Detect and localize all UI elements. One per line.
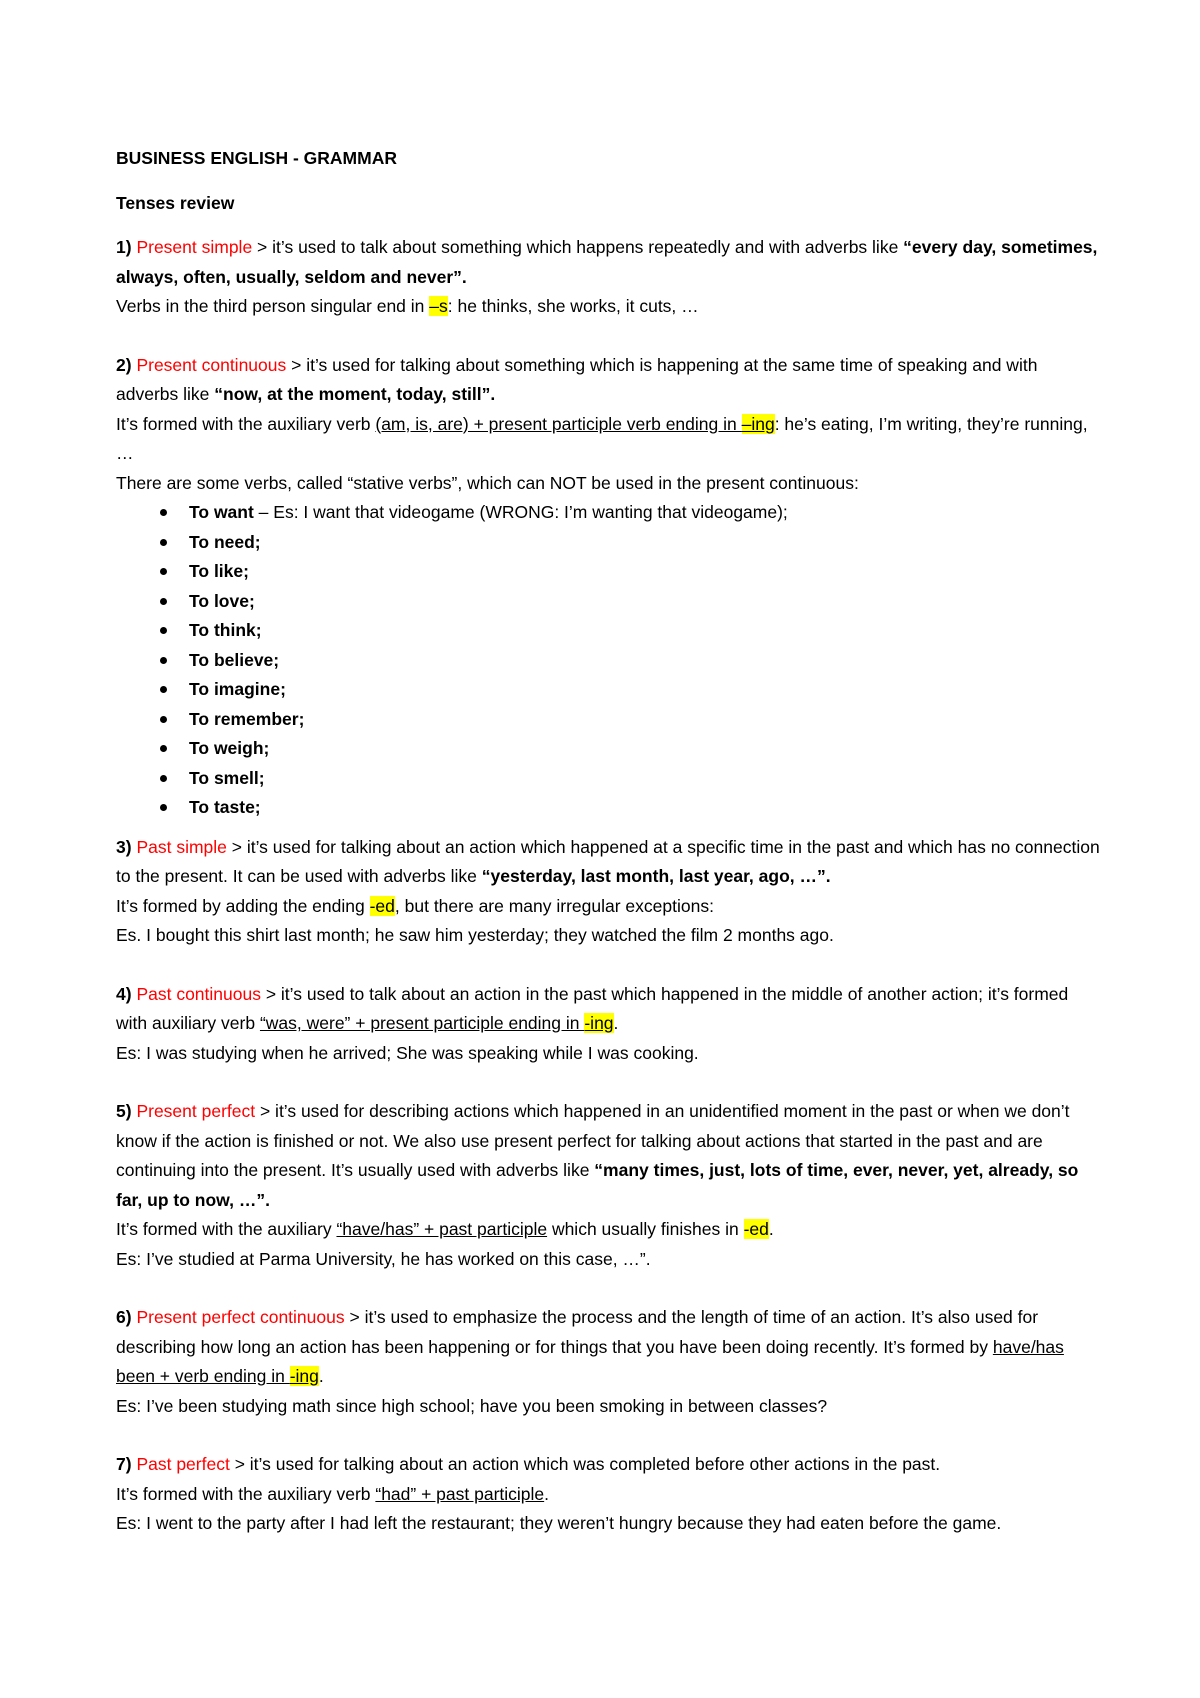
list-item: To remember; (189, 705, 1100, 735)
highlighted-ending: –s (429, 296, 448, 316)
list-item: To taste; (189, 793, 1100, 823)
section-number: 7) (116, 1454, 132, 1474)
tense-description: > it’s used to talk about an action in the past which happened in the middle of another action; it’s formed with auxiliary verb (116, 983, 1069, 1033)
tense-name: Present perfect continuous (136, 1307, 345, 1327)
section-number: 1) (116, 237, 132, 257)
list-item: To think; (189, 616, 1100, 646)
verb-example: – Es: I want that videogame (WRONG: I’m wanting that videogame); (253, 502, 788, 522)
tense-description: > it’s used to emphasize the process and the length of time of an action. It’s also used for describing how long an action has been happening or for things that you have been doing recently. It’s formed by (116, 1307, 1039, 1357)
tense-description: > it’s used for talking about an action which was completed before other actions in the past. (229, 1454, 941, 1474)
formula: “had” + past participle (375, 1483, 545, 1504)
section-past-simple (116, 833, 1100, 951)
punctuation: . (768, 1219, 774, 1239)
tense-description: > it’s used to talk about something which happens repeatedly and with adverbs like (252, 237, 904, 257)
list-item: To weigh; (189, 734, 1100, 764)
tense-name: Present continuous (136, 354, 287, 375)
example-sentence: Es: I’ve studied at Parma University, he has worked on this case, …”. (116, 1248, 651, 1269)
section-text (116, 980, 1100, 1039)
tense-description: > it’s used for talking about an action which happened at a specific time in the past and which has no connection to the present. It can be used with adverbs like (116, 836, 1100, 886)
list-item: To need; (189, 528, 1100, 558)
rule-examples: : he thinks, she works, it cuts, … (447, 296, 699, 316)
adverbs-list: “yesterday, last month, last year, ago, …”. (481, 866, 831, 886)
punctuation: . (544, 1483, 550, 1504)
highlighted-ending: -ed (743, 1219, 769, 1239)
tense-name: Present simple (136, 237, 253, 257)
section-text (116, 351, 1100, 410)
rule-text: It’s formed with the auxiliary verb (116, 413, 376, 434)
formula: “have/has” + past participle (336, 1219, 548, 1239)
highlighted-ending: -ing (289, 1366, 319, 1386)
section-number: 4) (116, 983, 132, 1004)
example-sentence: Es: I’ve been studying math since high school; have you been smoking in between classes? (116, 1395, 828, 1416)
formation-rule (116, 410, 1100, 469)
adverbs-list: “now, at the moment, today, still”. (214, 384, 496, 404)
section-text (116, 833, 1100, 892)
section-present-simple (116, 233, 1100, 322)
rule-examples: : he’s eating, I’m writing, they’re running, … (116, 413, 1088, 463)
example-sentence: Es: I was studying when he arrived; She was speaking while I was cooking. (116, 1042, 699, 1063)
tense-description: > it’s used for talking about something which is happening at the same time of speaking and with adverbs like (116, 354, 1038, 404)
section-present-perfect-continuous (116, 1303, 1100, 1421)
highlighted-ending: -ing (584, 1013, 614, 1033)
formation-rule (116, 292, 1100, 322)
verb: To want (189, 502, 254, 522)
stative-verbs-list (116, 498, 1100, 823)
formula: “was, were” + present participle ending in (259, 1013, 585, 1033)
section-text (116, 1303, 1100, 1392)
list-item (189, 498, 1100, 528)
document-subtitle: Tenses review (116, 192, 235, 213)
tense-name: Past continuous (136, 983, 261, 1004)
formula: have/has been + verb ending in (116, 1336, 1064, 1386)
rule-text: It’s formed with the auxiliary (116, 1219, 337, 1239)
section-number: 6) (116, 1307, 132, 1327)
section-text (116, 233, 1100, 292)
section-present-continuous (116, 351, 1100, 823)
example-sentence: Es: I went to the party after I had left the restaurant; they weren’t hungry because they had eaten before the game. (116, 1513, 1002, 1533)
list-item: To believe; (189, 646, 1100, 676)
section-number: 2) (116, 354, 132, 375)
document-title: BUSINESS ENGLISH - GRAMMAR (116, 148, 397, 168)
rule-text: It’s formed with the auxiliary verb (116, 1483, 376, 1504)
adverbs-list: “many times, just, lots of time, ever, never, yet, already, so far, up to now, …”. (116, 1160, 1079, 1210)
tense-name: Past simple (136, 836, 227, 857)
punctuation: . (613, 1013, 619, 1033)
section-number: 5) (116, 1101, 132, 1121)
highlighted-ending: –ing (741, 413, 775, 434)
tense-name: Past perfect (136, 1454, 230, 1474)
rule-text: which usually finishes in (547, 1219, 744, 1239)
rule-note: , but there are many irregular exceptions: (394, 895, 714, 916)
section-number: 3) (116, 836, 132, 857)
punctuation: . (318, 1366, 324, 1386)
rule-text: Verbs in the third person singular end in (116, 296, 430, 316)
section-present-perfect (116, 1097, 1100, 1274)
example-sentence: Es. I bought this shirt last month; he saw him yesterday; they watched the film 2 months ago. (116, 925, 834, 945)
section-past-continuous (116, 980, 1100, 1069)
formula: (am, is, are) + present participle verb ending in (375, 413, 742, 434)
highlighted-ending: -ed (369, 895, 395, 916)
section-text (116, 1450, 1100, 1480)
stative-intro: There are some verbs, called “stative verbs”, which can NOT be used in the present continuous: (116, 472, 859, 493)
list-item: To smell; (189, 764, 1100, 794)
section-past-perfect (116, 1450, 1100, 1539)
tense-name: Present perfect (136, 1101, 256, 1121)
list-item: To imagine; (189, 675, 1100, 705)
list-item: To like; (189, 557, 1100, 587)
tense-description: > it’s used for describing actions which happened in an unidentified moment in the past or when we don’t know if the action is finished or not. We also use present perfect for talking about actions that started in the past and are continuing into the present. It’s usually used with adverbs like (116, 1101, 1070, 1180)
formation-rule (116, 1480, 1100, 1510)
list-item: To love; (189, 587, 1100, 617)
formation-rule (116, 1215, 1100, 1245)
formation-rule (116, 892, 1100, 922)
rule-text: It’s formed by adding the ending (116, 895, 370, 916)
section-text (116, 1097, 1100, 1215)
adverbs-list: “every day, sometimes, always, often, usually, seldom and never”. (116, 237, 1098, 287)
